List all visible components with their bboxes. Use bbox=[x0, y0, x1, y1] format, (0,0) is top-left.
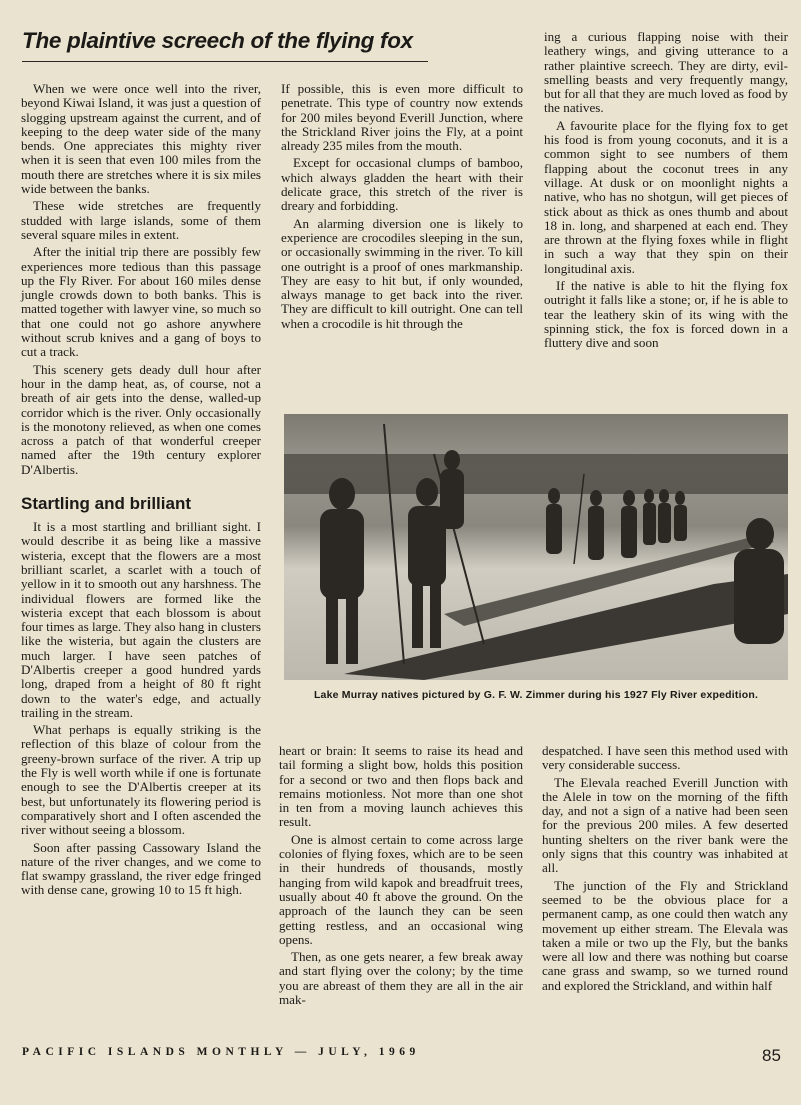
paragraph: It is a most startling and brilliant sight. I would describe it as being like a massive wisteria, except that the flowers are a most brilliant scarlet, a scarlet with a touch of yellow in it to smooth out any harshness. The individual flowers are formed like the wisteria except that each blossom is about four times as large. They also hang in clusters like the wisteria, but again the clusters are much larger. I have seen patches of D'Albertis creeper a good hundred yards long, draped from a height of 80 ft right down to the water's edge, and actually trailing in the stream. bbox=[21, 519, 261, 720]
paragraph: After the initial trip there are possibly few experiences more tedious than this passage up the Fly River. For about 160 miles dense jungle crowds down to both banks. This is matted together with lawyer vine, so much so that one could not go ashore anywhere without scrub knives and a gang of boys to cut a track. bbox=[21, 244, 261, 360]
paragraph: When we were once well into the river, beyond Kiwai Island, it was just a question of slogging upstream against the current, and of keeping to the deep water side of the many bends. One appreciates this mighty river when it is seen that even 100 miles from the mouth there are stretches where it is six miles wide between the banks. bbox=[21, 81, 261, 197]
paragraph: If possible, this is even more difficult to penetrate. This type of country now extends for 200 miles beyond Everill Junction, where the Strickland River joins the Fly, at a point already 235 miles from the mouth. bbox=[281, 81, 523, 154]
headline-rule bbox=[22, 61, 428, 62]
paragraph: heart or brain: It seems to raise its head and tail forming a slight bow, holds this position for a second or two and then flops back and remains motionless. Not more than one shot in ten from a moving launch achieves this result. bbox=[279, 743, 523, 830]
column-1 bbox=[21, 82, 261, 901]
paragraph: One is almost certain to come across large colonies of flying foxes, which are to be seen in their hundreds of thousands, mostly hanging from wild kapok and breadfruit trees, usually about 40 ft above the ground. On the approach of the launch they can be seen getting restless, and an occasional wing opens. bbox=[279, 831, 523, 947]
paragraph: An alarming diversion one is likely to experience are crocodiles sleeping in the sun, or occasionally swimming in the river. To kill one outright is a proof of ones markmanship. They are easy to hit but, if only wounded, always manage to get back into the river. They are difficult to kill outright. One can tell when a crocodile is hit through the bbox=[281, 215, 523, 331]
column-2-bottom bbox=[279, 744, 523, 1010]
paragraph: These wide stretches are frequently studded with large islands, some of them several square miles in extent. bbox=[21, 198, 261, 242]
paragraph: Then, as one gets nearer, a few break away and start flying over the colony; by the time you are abreast of them they are all in the air mak- bbox=[279, 949, 523, 1008]
photo-scene bbox=[284, 414, 788, 680]
paragraph: Soon after passing Cassowary Island the nature of the river changes, and we come to flat swampy grassland, the river edge fringed with dense cane, growing 10 to 15 ft high. bbox=[21, 839, 261, 898]
column-2-top bbox=[281, 82, 523, 334]
column-3-top bbox=[544, 30, 788, 354]
paragraph: despatched. I have seen this method used with very considerable success. bbox=[542, 743, 788, 773]
paragraph: A favourite place for the flying fox to get his food is from young coconuts, and it is a common sight to see numbers of them flapping about the coconut trees in any village. At dusk or on moonlight nights a native, who has no shotgun, will get pieces of stick about as thick as ones thumb and about 18 in. long, and sharpened at each end. They are thrown at the flying foxes while in flight in such a way that they spin on their longitudinal axis. bbox=[544, 117, 788, 276]
paragraph: The Elevala reached Everill Junction with the Alele in tow on the morning of the fifth day, and not a sign of a native had been seen for the previous 200 miles. A few deserted hunting shelters on the river bank were the only signs that this country was inhabited at all. bbox=[542, 774, 788, 876]
publication-footer: PACIFIC ISLANDS MONTHLY — JULY, 1969 bbox=[22, 1046, 420, 1058]
paragraph: Except for occasional clumps of bamboo, which always gladden the heart with their delicate grace, this stretch of the river is dreary and forbidding. bbox=[281, 155, 523, 214]
paragraph: What perhaps is equally striking is the reflection of this blaze of colour from the greeny-brown surface of the river. A trip up the Fly is well worth while if one is fortunate enough to see the D'Albertis creeper at its best, but unfortunately its flowering period is comparatively short and I often ascended the river without seeing a blossom. bbox=[21, 722, 261, 838]
paragraph: ing a curious flapping noise with their leathery wings, and giving utterance to a rather plaintive screech. They are dirty, evil-smelling beasts and very frequently mangy, but for all that they are much loved as food by the natives. bbox=[544, 29, 788, 116]
article-headline: The plaintive screech of the flying fox bbox=[22, 28, 413, 53]
column-3-bottom bbox=[542, 744, 788, 996]
subheading: Startling and brilliant bbox=[21, 494, 192, 514]
expedition-photograph bbox=[284, 414, 788, 680]
page-number: 85 bbox=[762, 1046, 781, 1065]
paragraph: If the native is able to hit the flying fox outright it falls like a stone; or, if he is able to tear the leathery skin of its wing with the spinning stick, the fox is forced down in a fluttery dive and soon bbox=[544, 278, 788, 351]
paragraph: The junction of the Fly and Strickland seemed to be the obvious place for a permanent camp, as one could then watch any movement up either stream. The Elevala was taken a mile or two up the Fly, but the banks were all low and there was nothing but coarse cane grass and swamp, so we turned round and explored the Strickland, and within half bbox=[542, 877, 788, 993]
photo-caption: Lake Murray natives pictured by G. F. W. Zimmer during his 1927 Fly River expedition. bbox=[313, 689, 759, 701]
paragraph: This scenery gets deady dull hour after hour in the damp heat, as, of course, not a breath of air gets into the dense, walled-up corridor which is the river. Only occasionally is the monotony relieved, as when one comes across a patch of that wonderful creeper named after the 19th century explorer D'Albertis. bbox=[21, 361, 261, 477]
